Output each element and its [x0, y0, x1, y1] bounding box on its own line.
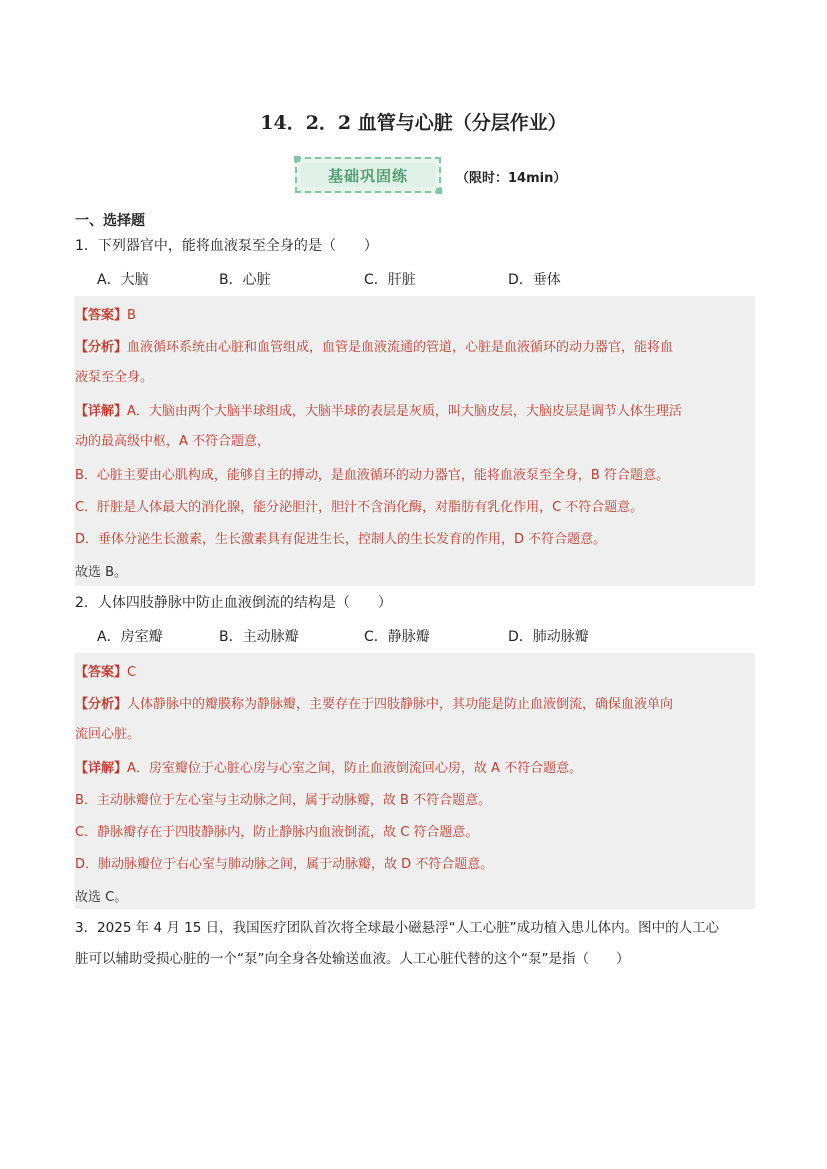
- time-limit: （限时：14min）: [456, 171, 567, 186]
- detail-line: C．肝脏是人体最大的消化腺，能分泌胆汁，胆汁不含消化酶，对脂肪有乳化作用，C 不符合题意。: [75, 500, 644, 515]
- detail-line: B．主动脉瓣位于左心室与主动脉之间，属于动脉瓣，故 B 不符合题意。: [75, 793, 492, 808]
- analysis-line: [75, 336, 673, 355]
- badge-corner-mark: [294, 156, 300, 162]
- option-a: A．大脑: [97, 272, 149, 288]
- section-heading: 一、选择题: [75, 213, 145, 229]
- page-title: 14．2．2 血管与心脏（分层作业）: [260, 112, 567, 134]
- answer-value: B: [127, 308, 136, 323]
- option-c: C．肝脏: [364, 272, 416, 288]
- option-b: B．主动脉瓣: [219, 629, 299, 645]
- analysis-line: 流回心脏。: [75, 727, 141, 742]
- detail-line: [75, 757, 582, 776]
- conclusion-line: 故选 B。: [75, 565, 128, 580]
- level-badge: [295, 157, 441, 193]
- detail-line: 动的最高级中枢，A 不符合题意，: [75, 434, 271, 449]
- analysis-text: 血液循环系统由心脏和血管组成，血管是血液流通的管道，心脏是血液循环的动力器官，能将血: [127, 340, 674, 355]
- detail-line: C．静脉瓣存在于四肢静脉内，防止静脉内血液倒流，故 C 符合题意。: [75, 825, 479, 840]
- analysis-label: 【分析】: [75, 340, 128, 355]
- question-1-options: [97, 269, 757, 289]
- detail-line: D．垂体分泌生长激素，生长激素具有促进生长，控制人的生长发育的作用，D 不符合题意。: [75, 532, 607, 547]
- badge-row: [0, 155, 827, 197]
- answer-block-1: [75, 296, 755, 586]
- option-c: C．静脉瓣: [364, 629, 430, 645]
- detail-label: 【详解】: [75, 761, 128, 776]
- answer-value: C: [127, 665, 137, 680]
- answer-line: [75, 304, 136, 323]
- badge-corner-mark: [436, 188, 442, 194]
- conclusion-line: 故选 C。: [75, 890, 128, 905]
- analysis-line: 液泵至全身。: [75, 370, 154, 385]
- analysis-text: 人体静脉中的瓣膜称为静脉瓣，主要存在于四肢静脉中，其功能是防止血液倒流，确保血液单向: [127, 697, 674, 712]
- detail-line: [75, 400, 682, 419]
- question-2-stem: 2．人体四肢静脉中防止血液倒流的结构是（ ）: [75, 595, 392, 611]
- detail-line: B．心脏主要由心肌构成，能够自主的搏动，是血液循环的动力器官，能将血液泵至全身，B 符合题意。: [75, 468, 669, 483]
- option-d: D．垂体: [508, 272, 561, 288]
- answer-label: 【答案】: [75, 308, 128, 323]
- detail-text: A．大脑由两个大脑半球组成，大脑半球的表层是灰质，叫大脑皮层，大脑皮层是调节人体生理活: [127, 404, 682, 419]
- analysis-line: [75, 693, 673, 712]
- question-3-stem-line: 3．2025 年 4 月 15 日，我国医疗团队首次将全球最小磁悬浮“人工心脏”成功植入患儿体内。图中的人工心: [75, 920, 720, 936]
- badge-label: 基础巩固练: [301, 163, 435, 187]
- answer-label: 【答案】: [75, 665, 128, 680]
- option-d: D．肺动脉瓣: [508, 629, 589, 645]
- question-1-stem: 1．下列器官中，能将血液泵至全身的是（ ）: [75, 238, 378, 254]
- option-b: B．心脏: [219, 272, 271, 288]
- answer-block-2: [75, 653, 755, 909]
- detail-label: 【详解】: [75, 404, 128, 419]
- question-3-stem-line: 脏可以辅助受损心脏的一个“泵”向全身各处输送血液。人工心脏代替的这个“泵”是指（ ）: [75, 951, 630, 967]
- option-a: A．房室瓣: [97, 629, 163, 645]
- question-2-options: [97, 626, 757, 646]
- detail-text: A．房室瓣位于心脏心房与心室之间，防止血液倒流回心房，故 A 不符合题意。: [127, 761, 583, 776]
- answer-line: [75, 661, 136, 680]
- analysis-label: 【分析】: [75, 697, 128, 712]
- detail-line: D．肺动脉瓣位于右心室与肺动脉之间，属于动脉瓣，故 D 不符合题意。: [75, 857, 494, 872]
